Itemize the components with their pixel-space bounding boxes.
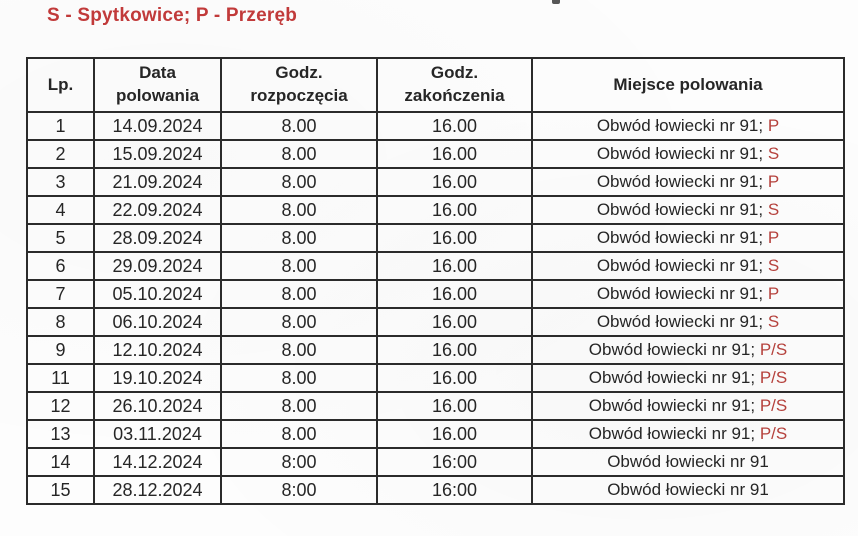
place-marker: P/S xyxy=(755,396,788,415)
place-cell xyxy=(532,224,844,252)
place-text: Obwód łowiecki nr 91; xyxy=(596,228,764,247)
place-text: Obwód łowiecki nr 91; xyxy=(596,200,764,219)
start-time-cell: 8.00 xyxy=(221,280,377,308)
lp-cell: 4 xyxy=(27,196,94,224)
start-time-cell: 8.00 xyxy=(221,420,377,448)
hunting-schedule-table xyxy=(26,57,845,505)
lp-cell: 1 xyxy=(27,112,94,140)
header-label: Lp. xyxy=(47,74,74,94)
header-place xyxy=(532,58,844,112)
date-cell: 26.10.2024 xyxy=(94,392,221,420)
start-time-cell: 8.00 xyxy=(221,252,377,280)
header-label: Godz. xyxy=(430,63,479,83)
scan-artifact xyxy=(552,0,560,4)
place-marker: S xyxy=(763,312,780,331)
lp-cell: 9 xyxy=(27,336,94,364)
place-marker: S xyxy=(763,256,780,275)
lp-cell: 3 xyxy=(27,168,94,196)
place-text: Obwód łowiecki nr 91; xyxy=(588,396,756,415)
date-cell: 05.10.2024 xyxy=(94,280,221,308)
date-cell: 03.11.2024 xyxy=(94,420,221,448)
place-cell xyxy=(532,308,844,336)
place-text: Obwód łowiecki nr 91; xyxy=(596,312,764,331)
start-time-cell: 8.00 xyxy=(221,364,377,392)
lp-cell: 5 xyxy=(27,224,94,252)
date-cell: 06.10.2024 xyxy=(94,308,221,336)
header-row xyxy=(27,58,844,112)
start-time-cell: 8:00 xyxy=(221,476,377,504)
end-time-cell: 16:00 xyxy=(377,448,532,476)
lp-cell: 13 xyxy=(27,420,94,448)
start-time-cell: 8.00 xyxy=(221,112,377,140)
place-cell xyxy=(532,168,844,196)
place-marker: P/S xyxy=(755,340,788,359)
place-marker: S xyxy=(763,200,780,219)
table-row xyxy=(27,196,844,224)
table-row xyxy=(27,112,844,140)
place-text: Obwód łowiecki nr 91; xyxy=(588,340,756,359)
place-text: Obwód łowiecki nr 91; xyxy=(596,284,764,303)
header-start-time xyxy=(221,58,377,112)
place-marker: P xyxy=(763,228,780,247)
table-row xyxy=(27,476,844,504)
start-time-cell: 8.00 xyxy=(221,168,377,196)
header-date xyxy=(94,58,221,112)
place-text: Obwód łowiecki nr 91; xyxy=(596,144,764,163)
start-time-cell: 8.00 xyxy=(221,196,377,224)
place-marker: P xyxy=(763,116,780,135)
header-label: zakończenia xyxy=(404,86,505,105)
end-time-cell: 16.00 xyxy=(377,308,532,336)
table-row xyxy=(27,392,844,420)
lp-cell: 8 xyxy=(27,308,94,336)
place-marker: P xyxy=(763,284,780,303)
start-time-cell: 8:00 xyxy=(221,448,377,476)
place-cell xyxy=(532,196,844,224)
table-row xyxy=(27,420,844,448)
date-cell: 28.09.2024 xyxy=(94,224,221,252)
header-label: polowania xyxy=(115,86,200,105)
place-cell xyxy=(532,280,844,308)
lp-cell: 11 xyxy=(27,364,94,392)
place-cell xyxy=(532,364,844,392)
start-time-cell: 8.00 xyxy=(221,392,377,420)
place-text: Obwód łowiecki nr 91; xyxy=(596,172,764,191)
header-label: Godz. xyxy=(275,63,323,83)
place-text: Obwód łowiecki nr 91 xyxy=(607,480,769,499)
table-row xyxy=(27,448,844,476)
date-cell: 14.12.2024 xyxy=(94,448,221,476)
end-time-cell: 16.00 xyxy=(377,252,532,280)
header-label: Data xyxy=(139,63,176,83)
place-marker: P xyxy=(763,172,780,191)
place-text: Obwód łowiecki nr 91; xyxy=(588,368,756,387)
place-text: Obwód łowiecki nr 91; xyxy=(596,256,764,275)
date-cell: 28.12.2024 xyxy=(94,476,221,504)
end-time-cell: 16.00 xyxy=(377,392,532,420)
table-row xyxy=(27,336,844,364)
place-cell xyxy=(532,140,844,168)
header-end-time xyxy=(377,58,532,112)
start-time-cell: 8.00 xyxy=(221,308,377,336)
place-cell xyxy=(532,252,844,280)
date-cell: 15.09.2024 xyxy=(94,140,221,168)
table-row xyxy=(27,140,844,168)
table-row xyxy=(27,252,844,280)
end-time-cell: 16.00 xyxy=(377,168,532,196)
start-time-cell: 8.00 xyxy=(221,140,377,168)
table-row xyxy=(27,364,844,392)
place-text: Obwód łowiecki nr 91; xyxy=(588,424,756,443)
lp-cell: 6 xyxy=(27,252,94,280)
start-time-cell: 8.00 xyxy=(221,224,377,252)
date-cell: 21.09.2024 xyxy=(94,168,221,196)
table-row xyxy=(27,308,844,336)
place-marker: P/S xyxy=(755,424,788,443)
end-time-cell: 16.00 xyxy=(377,196,532,224)
legend-text: S - Spytkowice; P - Przeręb xyxy=(47,5,298,26)
lp-cell: 15 xyxy=(27,476,94,504)
place-cell xyxy=(532,392,844,420)
place-marker: P/S xyxy=(755,368,788,387)
end-time-cell: 16.00 xyxy=(377,224,532,252)
place-cell xyxy=(532,112,844,140)
table-body xyxy=(27,112,844,504)
date-cell: 19.10.2024 xyxy=(94,364,221,392)
place-cell xyxy=(532,336,844,364)
place-cell xyxy=(532,448,844,476)
end-time-cell: 16:00 xyxy=(377,476,532,504)
lp-cell: 7 xyxy=(27,280,94,308)
lp-cell: 2 xyxy=(27,140,94,168)
end-time-cell: 16.00 xyxy=(377,336,532,364)
end-time-cell: 16.00 xyxy=(377,112,532,140)
lp-cell: 14 xyxy=(27,448,94,476)
date-cell: 22.09.2024 xyxy=(94,196,221,224)
place-text: Obwód łowiecki nr 91 xyxy=(607,452,769,471)
table-row xyxy=(27,280,844,308)
header-label: Miejsce polowania xyxy=(613,74,763,94)
date-cell: 12.10.2024 xyxy=(94,336,221,364)
end-time-cell: 16.00 xyxy=(377,280,532,308)
table-row xyxy=(27,224,844,252)
end-time-cell: 16.00 xyxy=(377,140,532,168)
end-time-cell: 16.00 xyxy=(377,420,532,448)
end-time-cell: 16.00 xyxy=(377,364,532,392)
date-cell: 29.09.2024 xyxy=(94,252,221,280)
start-time-cell: 8.00 xyxy=(221,336,377,364)
header-lp xyxy=(27,58,94,112)
place-cell xyxy=(532,420,844,448)
table-row xyxy=(27,168,844,196)
place-text: Obwód łowiecki nr 91; xyxy=(596,116,764,135)
header-label: rozpoczęcia xyxy=(250,86,348,105)
lp-cell: 12 xyxy=(27,392,94,420)
place-marker: S xyxy=(763,144,780,163)
place-cell xyxy=(532,476,844,504)
date-cell: 14.09.2024 xyxy=(94,112,221,140)
